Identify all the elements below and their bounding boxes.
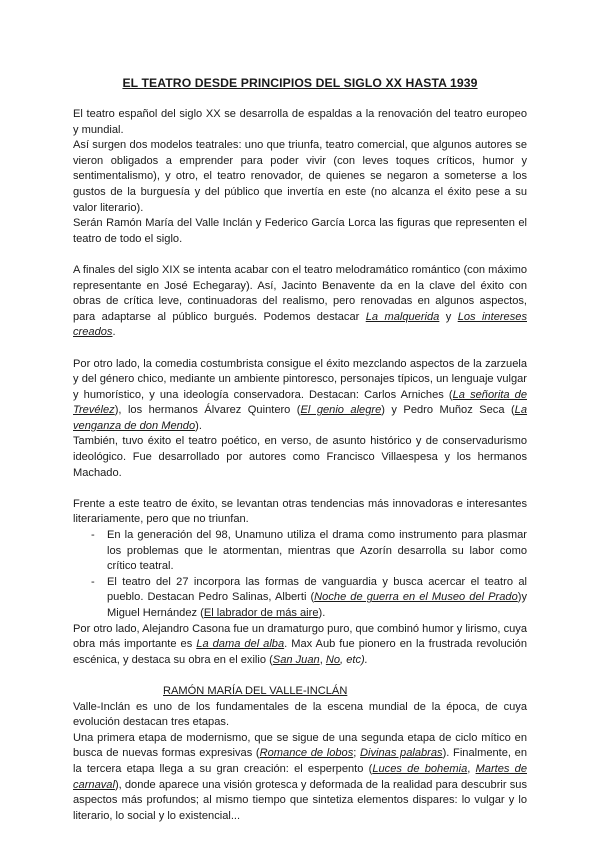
paragraph-gap bbox=[73, 341, 527, 357]
dash-bullet: - bbox=[91, 575, 95, 588]
paragraph-gap bbox=[73, 247, 527, 263]
section-heading: RAMÓN MARÍA DEL VALLE-INCLÁN bbox=[163, 684, 348, 697]
intro-paragraph-2: Así surgen dos modelos teatrales: uno que triunfa, teatro comercial, que algunos autores se vieron obligados a emprender para poder vivir (con leves toques críticos, humor y sentimentalismo), y otro, el teatro renovador, de quienes se negaron a someterse a los gustos de la burguesía y del público que invertía en este (no alcanza el éxito pese a su valor literario). bbox=[73, 139, 527, 214]
work-title: Romance de lobos bbox=[259, 747, 354, 760]
work-title: La venganza de don Mendo bbox=[73, 404, 528, 432]
list-item: - En la generación del 98, Unamuno utiliza el drama como instrumento para plasmar los problemas que le atormentan, mientras que Azorín desarrolla su labor como crítico teatral. bbox=[91, 529, 527, 573]
intro-paragraph-3: Serán Ramón María del Valle Inclán y Federico García Lorca las figuras que representen el teatro de todo el siglo. bbox=[73, 217, 527, 245]
work-title: Los intereses creados bbox=[73, 310, 527, 339]
dash-bullet: - bbox=[91, 529, 95, 542]
work-title: El labrador de más aire bbox=[203, 607, 319, 619]
work-title: Noche de guerra en el Museo del Prado bbox=[314, 591, 518, 604]
costumbrista-paragraph: Por otro lado, la comedia costumbrista consigue el éxito mezclando aspectos de la zarzuela y del género chico, mediante un ambiente pintoresco, personajes típicos, un lenguaje vulgar y humorístico, y una ideología conservadora. Destacan: Carlos Arniches (La señorita de Trevélez), los hermanos Álvarez Quintero (El genio alegre) y Pedro Muñoz Seca (La venganza de don Mendo). bbox=[73, 357, 528, 432]
casona-aub-paragraph: Por otro lado, Alejandro Casona fue un dramaturgo puro, que combinó humor y lirismo, cuya obra más importante es La dama del alba. Max Aub fue pionero en la frustrada revolución escénica, y destaca su obra en el exilio (San Juan, No, etc). bbox=[73, 622, 528, 666]
document-body bbox=[73, 107, 527, 824]
valle-inclan-paragraph-2: Una primera etapa de modernismo, que se sigue de una segunda etapa de ciclo mítico en busca de nuevas formas expresivas (Romance de lobos; Divinas palabras). Finalmente, en la tercera etapa llega a su gran creación: el esperpento (Luces de bohemia, Martes de carnaval), donde aparece una visión grotesca y deformada de la realidad para descubrir sus aspectos más profundos; al mismo tiempo que sintetiza elementos dispares: lo vulgar y lo literario, lo social y lo existencial... bbox=[73, 731, 527, 822]
page-title: EL TEATRO DESDE PRINCIPIOS DEL SIGLO XX HASTA 1939 bbox=[122, 76, 478, 90]
work-title: San Juan bbox=[272, 653, 320, 666]
work-title: Martes de carnaval bbox=[73, 762, 527, 791]
work-title: La malquerida bbox=[365, 310, 440, 323]
innovative-trends-paragraph: Frente a este teatro de éxito, se levantan otras tendencias más innovadoras e interesantes literariamente, pero que no triunfan. bbox=[73, 497, 527, 526]
work-title: La señorita de Trevélez bbox=[73, 388, 527, 417]
poetic-theatre-paragraph: También, tuvo éxito el teatro poético, en verso, de asunto histórico y de conservadurismo ideológico. Fue desarrollado por autores como Francisco Villaespesa y los hermanos Machado. bbox=[73, 435, 527, 479]
work-title: La dama del alba bbox=[196, 638, 285, 651]
trends-list bbox=[73, 528, 527, 622]
intro-paragraph-1: El teatro español del siglo XX se desarrolla de espaldas a la renovación del teatro europeo y mundial. bbox=[73, 108, 527, 136]
work-title: El genio alegre bbox=[300, 404, 382, 417]
benavente-paragraph: A finales del siglo XIX se intenta acabar con el teatro melodramático romántico (con máximo representante en José Echegaray). Así, Jacinto Benavente da en la clave del éxito con obras de crítica leve, continuadoras del realismo, pero renovadas en algunos aspectos, para adaptarse al público burgués. Podemos destacar La malquerida y Los intereses creados. bbox=[73, 263, 527, 339]
work-title: Divinas palabras bbox=[360, 747, 443, 760]
list-item: - El teatro del 27 incorpora las formas de vanguardia y busca acercar el teatro al pueblo. Destacan Pedro Salinas, Alberti (Noche de guerra en el Museo del Prado)y Miguel Hernández (El labrador de más aire). bbox=[91, 575, 527, 619]
valle-inclan-paragraph-1: Valle-Inclán es uno de los fundamentales de la escena mundial de la época, de cuya evolución destacan tres etapas. bbox=[73, 700, 527, 729]
paragraph-gap bbox=[73, 668, 527, 684]
work-title: Luces de bohemia bbox=[372, 762, 468, 775]
paragraph-gap bbox=[73, 481, 527, 497]
work-title: No bbox=[325, 653, 341, 666]
